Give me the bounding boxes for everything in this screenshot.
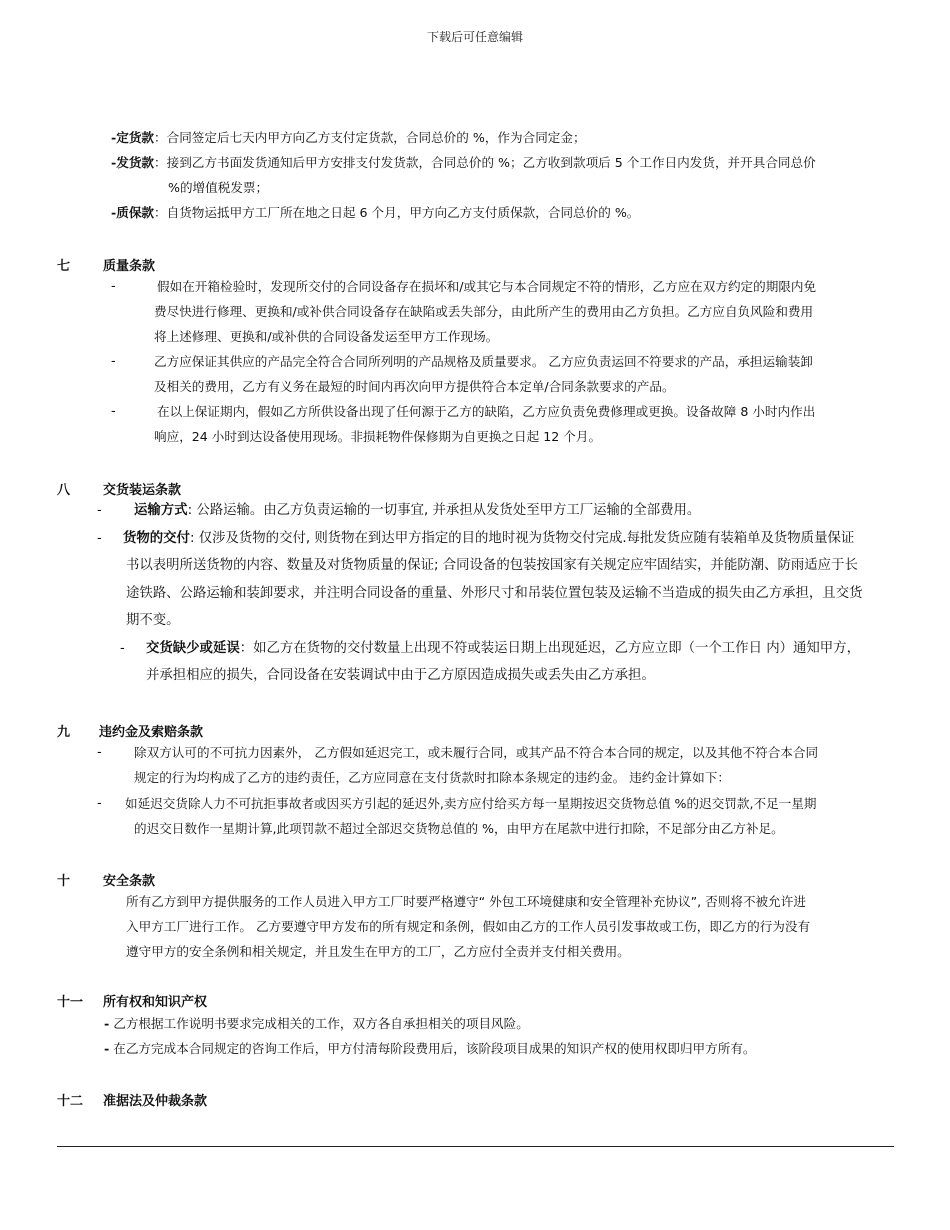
shipment-line-1 [111, 155, 816, 171]
deposit-line [111, 130, 586, 146]
s11-item-1 [104, 1016, 529, 1032]
s10-line-3: 遵守甲方的安全条例和相关规定，并且发生在甲方的工厂，乙方应付全责并支付相关费用。 [126, 944, 630, 959]
deposit-text: ：合同签定后七天内甲方向乙方支付定货款，合同总价的 %，作为合同定金； [154, 130, 586, 145]
s8-delivery-line-4: 期不变。 [126, 613, 180, 628]
s9-bullet-2: - [97, 796, 102, 811]
s7-p1-line-1: 假如在开箱检验时，发现所交付的合同设备存在损坏和/或其它与本合同规定不符的情形，乙方应在双方约定的期限内免 [157, 279, 817, 294]
section-12-number: 十二 [57, 1094, 84, 1109]
s7-bullet-1: - [111, 279, 116, 294]
s9-p1-line-2: 规定的行为均构成了乙方的违约责任，乙方应同意在支付货款时扣除本条规定的违约金。 违约金计算如下： [134, 770, 730, 785]
section-11-number: 十一 [57, 995, 84, 1010]
section-10-number: 十 [57, 874, 71, 889]
section-9-title: 违约金及索赔条款 [99, 725, 204, 740]
s7-p2-line-1: 乙方应保证其供应的产品完全符合合同所列明的产品规格及质量要求。 乙方应负责运回不符要求的产品，承担运输装卸 [154, 354, 813, 369]
s11-item-2 [104, 1041, 756, 1057]
transport-text: : 公路运输。由乙方负责运输的一切事宜, 并承担从发货处至甲方工厂运输的全部费用。 [187, 503, 701, 518]
s8-shortage-line-2: 并承担相应的损失，合同设备在安装调试中由于乙方原因造成损失或丢失由乙方承担。 [146, 668, 655, 683]
s8-bullet-1: - [97, 503, 102, 518]
s9-bullet-1: - [97, 745, 102, 760]
warranty-line [111, 205, 639, 221]
section-8-title: 交货装运条款 [103, 483, 182, 498]
page-header-note: 下载后可任意编辑 [426, 30, 523, 44]
shipment-line-2: %的增值税发票； [168, 180, 269, 195]
warranty-label: -质保款 [111, 205, 155, 220]
s10-line-2: 入甲方工厂进行工作。 乙方要遵守甲方发布的所有规定和条例，假如由乙方的工作人员引发事故或工伤，即乙方的行为没有 [126, 919, 811, 934]
s11-bullet-2: - [104, 1041, 110, 1056]
s7-p1-line-3: 将上述修理、更换和/或补供的合同设备发运至甲方工作现场。 [154, 329, 499, 344]
s8-delivery-line-1 [123, 531, 854, 547]
s8-bullet-3: - [120, 641, 125, 656]
s7-bullet-2: - [111, 354, 116, 369]
section-9-number: 九 [57, 725, 71, 740]
s9-p2-line-1: 如延迟交货除人力不可抗拒事故者或因买方引起的延迟外,卖方应付给买方每一星期按迟交货物总值 %的迟交罚款,不足一星期 [125, 796, 817, 811]
section-7-title: 质量条款 [103, 259, 156, 274]
deposit-label: -定货款 [111, 130, 155, 145]
s11-item-1-text: 乙方根据工作说明书要求完成相关的工作，双方各自承担相关的项目风险。 [109, 1016, 529, 1031]
s11-item-2-text: 在乙方完成本合同规定的咨询工作后，甲方付清每阶段费用后，该阶段项目成果的知识产权的使用权即归甲方所有。 [109, 1041, 756, 1056]
delivery-text-1: : 仅涉及货物的交付, 则货物在到达甲方指定的目的地时视为货物交付完成.每批发货应随有装箱单及货物质量保证 [189, 531, 855, 546]
section-10-title: 安全条款 [103, 874, 156, 889]
shipment-text-1: ：接到乙方书面发货通知后甲方安排支付发货款，合同总价的 %；乙方收到款项后 5 个工作日内发货，并开具合同总价 [154, 155, 816, 170]
s7-p3-line-2: 响应，24 小时到达设备使用现场。非损耗物件保修期为自更换之日起 12 个月。 [154, 429, 602, 444]
section-7-number: 七 [57, 259, 71, 274]
shortage-text-1: ：如乙方在货物的交付数量上出现不符或装运日期上出现延迟，乙方应立即（一个工作日 内）通知甲方， [239, 641, 860, 656]
s9-p1-line-1: 除双方认可的不可抗力因素外， 乙方假如延迟完工，或未履行合同，或其产品不符合本合同的规定，以及其他不符合本合同 [134, 745, 819, 760]
shipment-label: -发货款 [111, 155, 155, 170]
warranty-text: ：自货物运抵甲方工厂所在地之日起 6 个月，甲方向乙方支付质保款，合同总价的 %。 [154, 205, 640, 220]
s7-bullet-3: - [111, 404, 116, 419]
s11-bullet-1: - [104, 1016, 110, 1031]
s8-transport-line [134, 503, 700, 519]
delivery-label: 货物的交付 [123, 531, 190, 546]
s7-p3-line-1: 在以上保证期内，假如乙方所供设备出现了任何源于乙方的缺陷，乙方应负责免费修理或更换。设备故障 8 小时内作出 [157, 404, 816, 419]
s8-delivery-line-2: 书以表明所送货物的内容、数量及对货物质量的保证; 合同设备的包装按国家有关规定应牢固结实，并能防潮、防雨适应于长 [126, 558, 858, 573]
section-12-title: 准据法及仲裁条款 [103, 1094, 208, 1109]
footer-rule [57, 1146, 894, 1147]
section-8-number: 八 [57, 483, 71, 498]
s10-line-1: 所有乙方到甲方提供服务的工作人员进入甲方工厂时要严格遵守“ 外包工环境健康和安全管理补充协议”, 否则将不被允许进 [126, 894, 806, 909]
s7-p2-line-2: 及相关的费用，乙方有义务在最短的时间内再次向甲方提供符合本定单/合同条款要求的产品。 [154, 379, 675, 394]
s8-bullet-2: - [97, 531, 102, 546]
transport-label: 运输方式 [134, 503, 188, 518]
s7-p1-line-2: 费尽快进行修理、更换和/或补供合同设备存在缺陷或丢失部分，由此所产生的费用由乙方负担。乙方应自负风险和费用 [154, 304, 814, 319]
section-11-title: 所有权和知识产权 [103, 995, 208, 1010]
shortage-label: 交货缺少或延误 [146, 641, 240, 656]
s9-p2-line-2: 的迟交日数作一星期计算,此项罚款不超过全部迟交货物总值的 %，由甲方在尾款中进行扣除，不足部分由乙方补足。 [134, 821, 784, 836]
s8-delivery-line-3: 途铁路、公路运输和装卸要求，并注明合同设备的重量、外形尺寸和吊装位置包装及运输不当造成的损失由乙方承担，且交货 [126, 586, 863, 601]
s8-shortage-line-1 [146, 641, 860, 657]
